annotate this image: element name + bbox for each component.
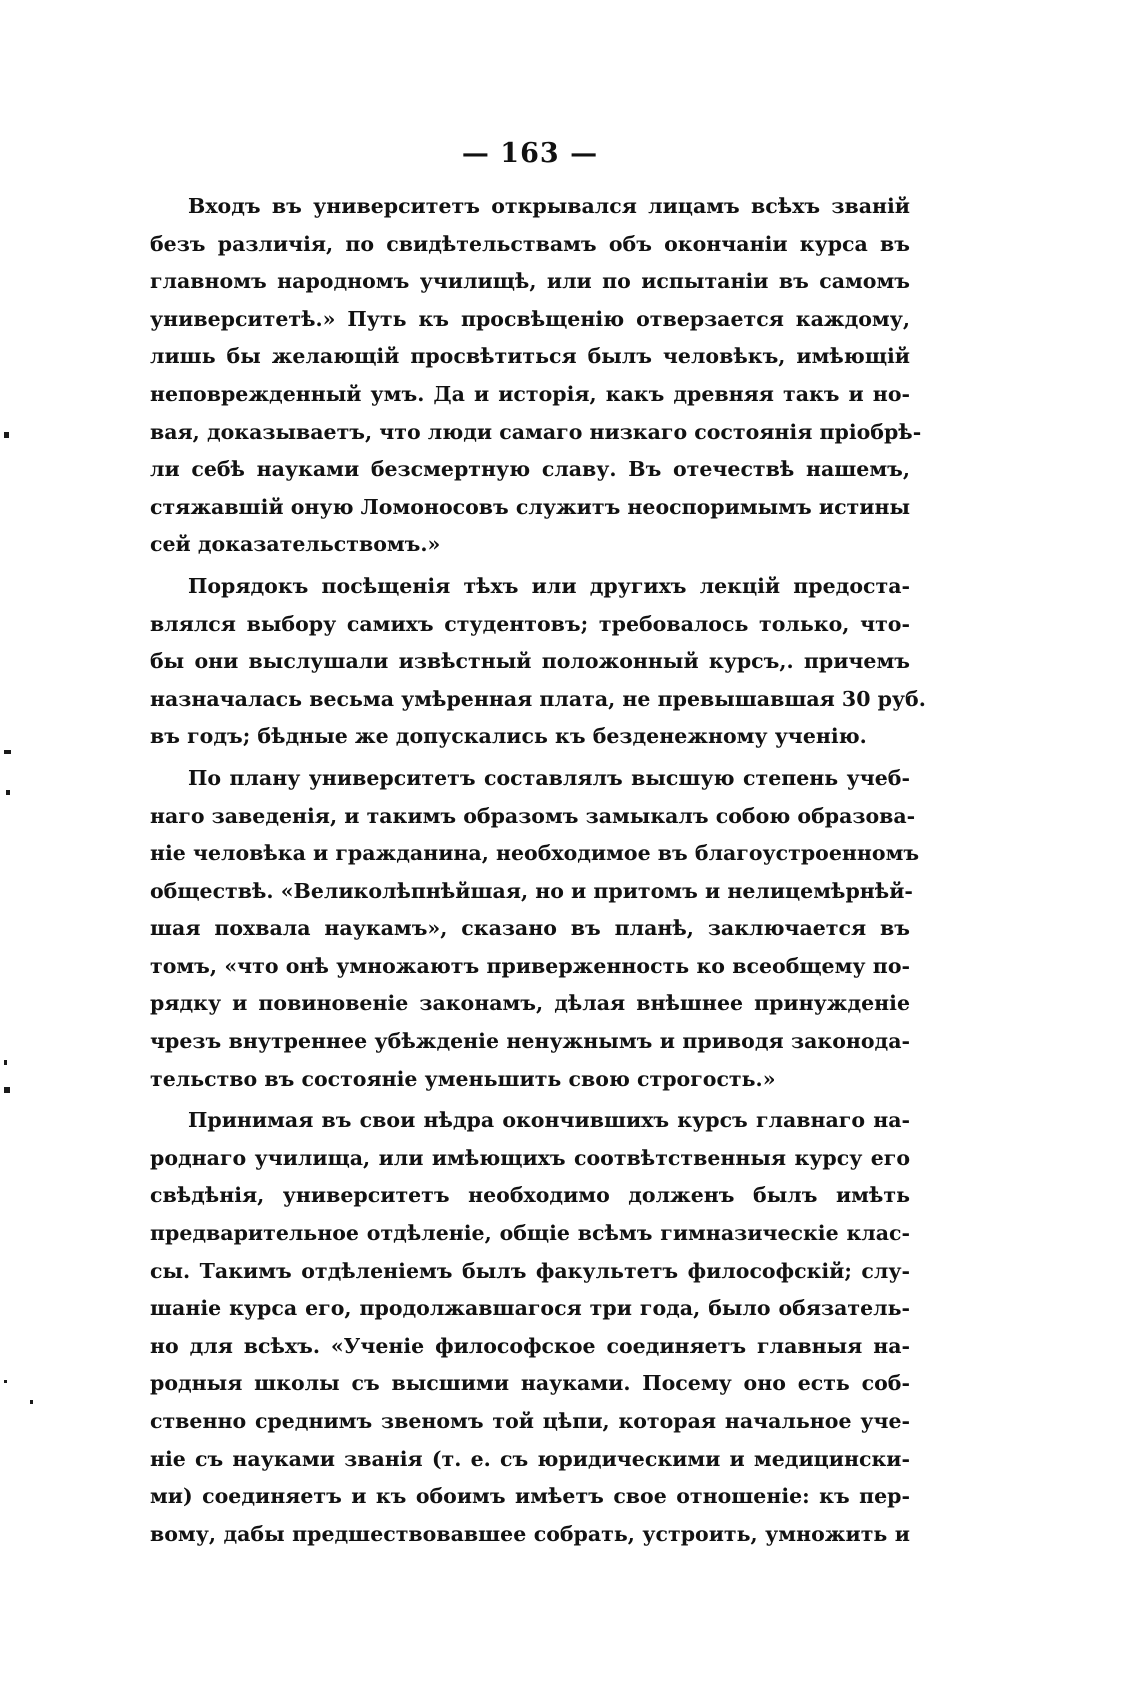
text-line: университетѣ.» Путь къ просвѣщенію отверзается каждому,	[150, 306, 910, 331]
text-line: безъ различія, по свидѣтельствамъ объ окончаніи курса въ	[150, 231, 910, 256]
text-line: ственно среднимъ звеномъ той цѣпи, которая начальное уче-	[150, 1409, 910, 1433]
paragraph	[150, 568, 926, 756]
text-line: влялся выбору самихъ студентовъ; требовалось только, что-	[150, 611, 910, 636]
text-line: ніе человѣка и гражданина, необходимое въ благоустроенномъ	[150, 841, 920, 866]
text-line: рядку и повиновеніе законамъ, дѣлая внѣшнее принужденіе	[150, 991, 910, 1016]
text-line: Принимая въ свои нѣдра окончившихъ курсъ главнаго на-	[188, 1108, 910, 1133]
text-line: шая похвала наукамъ», сказано въ планѣ, заключается въ	[150, 916, 910, 941]
paragraph	[150, 760, 920, 1098]
text-line: вая, доказываетъ, что люди самаго низкаго состоянія пріобрѣ-	[150, 419, 922, 444]
text-line: роднаго училища, или имѣющихъ соотвѣтственныя курсу его	[150, 1145, 910, 1170]
text-line: лишь бы желающій просвѣтиться былъ человѣкъ, имѣющій	[150, 344, 910, 369]
text-line: неповрежденный умъ. Да и исторія, какъ древняя такъ и но-	[150, 381, 910, 406]
text-line: стяжавшій оную Ломоносовъ служитъ неоспоримымъ истины	[150, 494, 911, 519]
text-line: шаніе курса его, продолжавшагося три года, было обязатель-	[150, 1296, 910, 1321]
text-line: сей доказательствомъ.»	[150, 532, 441, 557]
text-line: предварительное отдѣленіе, общіе всѣмъ гимназическіе клас-	[150, 1221, 910, 1246]
text-line: сы. Такимъ отдѣленіемъ былъ факультетъ философскій; слу-	[150, 1258, 910, 1283]
text-line: назначалась весьма умѣренная плата, не превышавшая 30 руб.	[150, 686, 926, 711]
scan-speck	[30, 1400, 33, 1404]
scan-speck	[4, 1087, 10, 1093]
scan-speck	[4, 750, 11, 754]
scan-speck	[6, 790, 10, 795]
text-line: но для всѣхъ. «Ученіе философское соединяетъ главныя на-	[150, 1333, 910, 1358]
paragraph	[150, 1102, 910, 1553]
text-line: Входъ въ университетъ открывался лицамъ всѣхъ званій	[188, 194, 910, 218]
text-line: свѣдѣнія, университетъ необходимо долженъ былъ имѣть	[150, 1183, 910, 1208]
text-line: чрезъ внутреннее убѣжденіе ненужнымъ и приводя законода-	[150, 1029, 910, 1054]
text-line: наго заведенія, и такимъ образомъ замыкалъ собою образова-	[150, 803, 916, 828]
page-number: — 163 —	[461, 138, 599, 169]
scan-speck	[4, 1060, 7, 1065]
text-line: вому, дабы предшествовавшее собрать, устроить, умножить и	[150, 1521, 910, 1546]
text-line: тельство въ состояніе уменьшить свою строгость.»	[150, 1066, 776, 1091]
text-line: ли себѣ науками безсмертную славу. Въ отечествѣ нашемъ,	[150, 457, 910, 482]
scan-speck	[4, 1380, 7, 1383]
text-line: бы они выслушали извѣстный положонный курсъ,. причемъ	[150, 649, 910, 674]
scan-speck	[4, 432, 9, 438]
body-text	[150, 188, 926, 1553]
paragraph	[150, 188, 922, 564]
text-line: обществѣ. «Великолѣпнѣйшая, но и притомъ и нелицемѣрнѣй-	[150, 878, 913, 903]
text-line: Порядокъ посѣщенія тѣхъ или другихъ лекцій предоста-	[188, 573, 910, 598]
text-line: томъ, «что онѣ умножаютъ приверженность ко всеобщему по-	[150, 953, 910, 978]
text-line: По плану университетъ составлялъ высшую степень учеб-	[188, 765, 910, 790]
text-line: въ годъ; бѣдные же допускались къ безденежному ученію.	[150, 724, 867, 749]
text-line: главномъ народномъ училищѣ, или по испытаніи въ самомъ	[150, 269, 910, 294]
text-line: родныя школы съ высшими науками. Посему оно есть соб-	[150, 1371, 910, 1396]
text-line: ніе съ науками званія (т. е. съ юридическими и медицински-	[150, 1446, 910, 1471]
text-line: ми) соединяетъ и къ обоимъ имѣетъ свое отношеніе: къ пер-	[150, 1484, 910, 1509]
